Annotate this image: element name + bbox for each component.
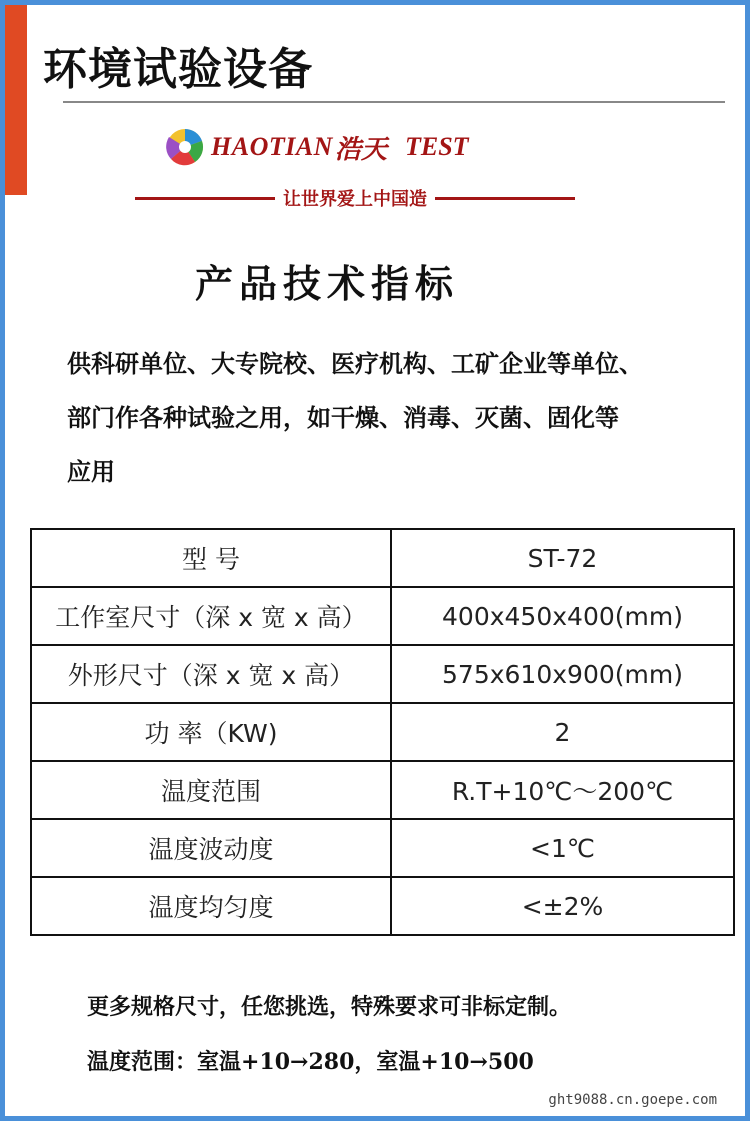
table-row — [31, 529, 734, 587]
spec-value-temp-uniformity: <±2% — [391, 877, 734, 935]
spec-table — [30, 528, 735, 936]
intro-paragraph — [67, 337, 727, 499]
spec-label-temp-range: 温度范围 — [31, 761, 391, 819]
spec-label-model: 型 号 — [31, 529, 391, 587]
spec-value-model: ST-72 — [391, 529, 734, 587]
spec-label-power: 功 率（KW) — [31, 703, 391, 761]
spec-label-temp-fluctuation: 温度波动度 — [31, 819, 391, 877]
table-row — [31, 761, 734, 819]
footer-note-temp-range: 温度范围：室温+10→280，室温+10→500 — [87, 1049, 534, 1075]
table-row — [31, 587, 734, 645]
footer-note-custom: 更多规格尺寸，任您挑选，特殊要求可非标定制。 — [87, 994, 572, 1020]
accent-bar — [5, 5, 27, 195]
spec-value-chamber-size: 400x450x400(mm) — [391, 587, 734, 645]
intro-line: 供科研单位、大专院校、医疗机构、工矿企业等单位、 — [67, 349, 643, 378]
brand-name-cn: 浩天 — [334, 134, 387, 165]
table-row — [31, 877, 734, 935]
intro-line: 应用 — [67, 457, 115, 486]
table-row — [31, 819, 734, 877]
title-divider — [63, 101, 725, 103]
haotian-logo-icon — [165, 127, 205, 167]
intro-line: 部门作各种试验之用，如干燥、消毒、灭菌、固化等 — [67, 403, 619, 432]
section-heading: 产品技术指标 — [195, 261, 460, 306]
spec-value-temp-fluctuation: <1℃ — [391, 819, 734, 877]
spec-label-chamber-size: 工作室尺寸（深 x 宽 x 高） — [31, 587, 391, 645]
slogan-row — [135, 183, 575, 213]
brand-logo — [165, 125, 469, 169]
spec-value-outer-size: 575x610x900(mm) — [391, 645, 734, 703]
slogan-text: 让世界爱上中国造 — [283, 189, 427, 210]
page-title: 环境试验设备 — [43, 44, 313, 95]
spec-label-outer-size: 外形尺寸（深 x 宽 x 高） — [31, 645, 391, 703]
table-row — [31, 645, 734, 703]
watermark-url: ght9088.cn.goepe.com — [548, 1092, 717, 1108]
brand-name-en: HAOTIAN — [211, 132, 333, 161]
brand-suffix: TEST — [404, 132, 469, 161]
slogan-line-right — [435, 197, 575, 200]
spec-value-power: 2 — [391, 703, 734, 761]
table-row — [31, 703, 734, 761]
spec-label-temp-uniformity: 温度均匀度 — [31, 877, 391, 935]
spec-value-temp-range: R.T+10℃～200℃ — [391, 761, 734, 819]
slogan-line-left — [135, 197, 275, 200]
